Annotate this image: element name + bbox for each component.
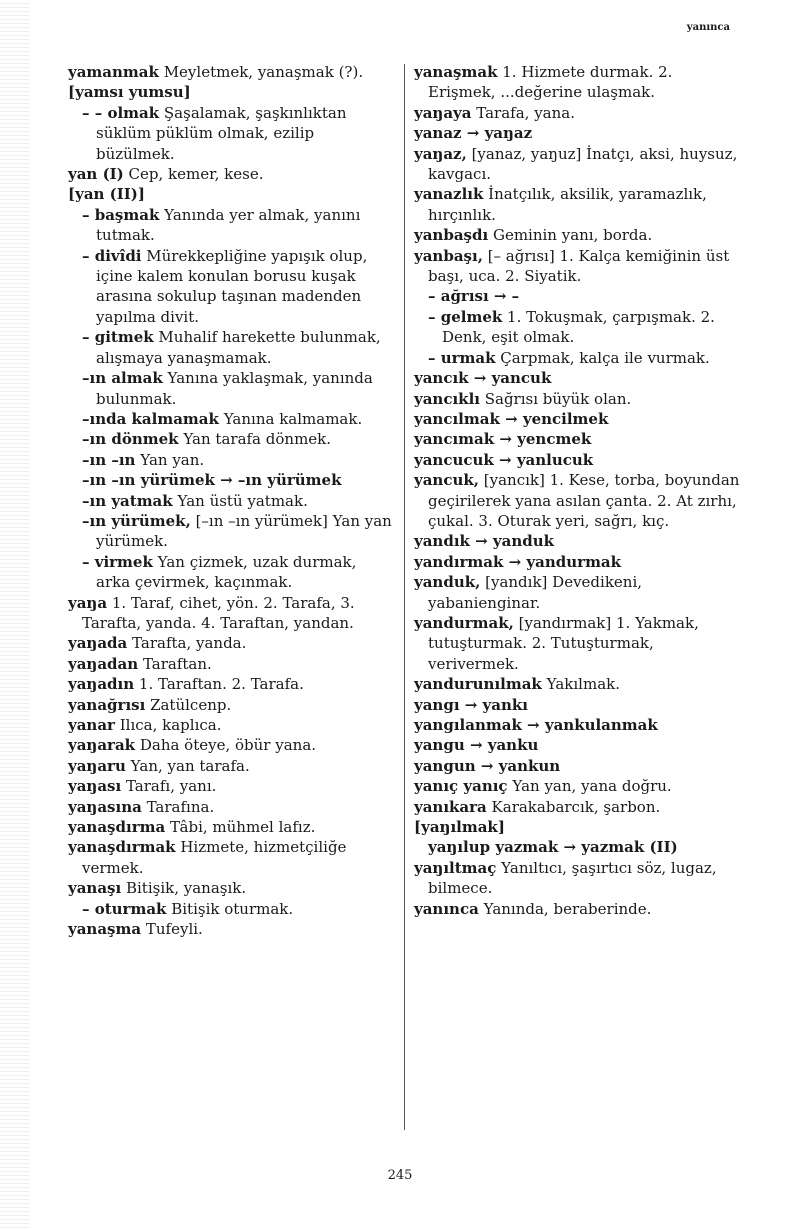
entry-definition: Çarpmak, kalça ile vurmak.: [495, 348, 710, 367]
dictionary-entry: [68, 899, 394, 919]
entry-headword: yaŋasına: [68, 797, 142, 816]
dictionary-entry: [414, 123, 744, 143]
dictionary-entry: [414, 674, 744, 694]
entry-headword: yaŋadın: [68, 675, 135, 694]
dictionary-entry: [414, 184, 744, 225]
dictionary-entry: [414, 735, 744, 755]
entry-definition: Yanında, beraberinde.: [478, 899, 652, 918]
dictionary-entry: [68, 756, 394, 776]
entry-definition: Yanına kalmamak.: [218, 409, 363, 428]
left-column: [68, 62, 394, 939]
entry-headword: –ın almak: [82, 369, 163, 388]
entry-definition: Tarafta, yanda.: [127, 634, 247, 653]
entry-definition: Muhalif harekette bulunmak, alışmaya yanaşmamak.: [96, 328, 381, 367]
dictionary-entry: [414, 756, 744, 776]
entry-definition: Daha öteye, öbür yana.: [135, 736, 317, 755]
entry-headword: yaŋa: [68, 593, 108, 612]
entry-headword: – virmek: [82, 552, 153, 571]
dictionary-entry: [414, 695, 744, 715]
entry-definition: Tufeyli.: [141, 920, 203, 939]
entry-headword: yaŋıltmaç: [414, 858, 497, 877]
dictionary-entry: [68, 205, 394, 246]
dictionary-entry: [414, 450, 744, 470]
dictionary-entry: [414, 552, 744, 572]
column-divider: [404, 64, 405, 1130]
entry-definition: Tarafına.: [141, 797, 215, 816]
dictionary-entry: [414, 858, 744, 899]
dictionary-entry: [414, 409, 744, 429]
dictionary-entry: [68, 593, 394, 634]
entry-headword: yanbaşı,: [414, 246, 483, 265]
entry-definition: Tâbi, mühmel lafız.: [165, 818, 316, 837]
entry-definition: Bitişik oturmak.: [166, 899, 294, 918]
entry-headword: – gelmek: [428, 307, 503, 326]
entry-definition: Yan, yan tarafa.: [125, 756, 250, 775]
dictionary-entry: [414, 470, 744, 531]
entry-headword: yancılmak → yencilmek: [414, 409, 609, 428]
entry-definition: Yan üstü yatmak.: [172, 491, 308, 510]
entry-headword: – urmak: [428, 348, 496, 367]
dictionary-entry: [68, 327, 394, 368]
dictionary-entry: [68, 62, 394, 82]
entry-headword: yanınca: [414, 899, 479, 918]
entry-headword: yandırmak → yandurmak: [414, 552, 622, 571]
dictionary-entry: [68, 878, 394, 898]
dictionary-entry: [414, 389, 744, 409]
entry-definition: 1. Taraftan. 2. Tarafa.: [134, 675, 304, 694]
dictionary-entry: [414, 613, 744, 674]
entry-headword: –ında kalmamak: [82, 409, 219, 428]
entry-definition: Mürekkepliğine yapışık olup, içine kalem konulan borusu kuşak arasına sokulup taşınan madenden yapılma divit.: [96, 246, 368, 326]
dictionary-entry: [68, 103, 394, 164]
entry-headword: yanar: [68, 716, 115, 734]
entry-headword: yandurmak,: [414, 613, 514, 632]
entry-headword: –ın yatmak: [82, 491, 173, 510]
dictionary-entry: [414, 837, 744, 857]
entry-definition: Şaşalamak, şaşkınlıktan süklüm püklüm olmak, ezilip büzülmek.: [96, 103, 347, 163]
dictionary-entry: [68, 776, 394, 796]
running-head: yanınca: [686, 22, 730, 33]
dictionary-entry: [68, 409, 394, 429]
dictionary-entry: [414, 246, 744, 287]
entry-definition: Tarafa, yana.: [471, 103, 575, 122]
entry-definition: Karakabarcık, şarbon.: [486, 797, 661, 816]
dictionary-entry: [414, 817, 744, 837]
entry-headword: – gitmek: [82, 328, 154, 347]
entry-headword: yancıklı: [414, 389, 480, 408]
entry-definition: [yanaz, yaŋuz] İnatçı, aksi, huysuz, kavgacı.: [428, 144, 738, 184]
entry-headword: yangu → yanku: [414, 736, 539, 755]
dictionary-entry: [414, 307, 744, 348]
entry-headword: yan (I): [68, 165, 124, 184]
dictionary-entry: [414, 62, 744, 103]
dictionary-entry: [68, 450, 394, 470]
entry-definition: Yan tarafa dönmek.: [178, 430, 332, 449]
entry-headword: [yan (II)]: [68, 185, 145, 204]
entry-headword: yanaşmak: [414, 63, 498, 81]
entry-headword: yanaşdırma: [68, 818, 166, 837]
entry-definition: Ilıca, kaplıca.: [114, 716, 222, 734]
entry-headword: yanbaşdı: [414, 226, 489, 245]
entry-headword: yanağrısı: [68, 695, 146, 714]
entry-definition: [– ağrısı] 1. Kalça kemiğinin üst başı, uca. 2. Siyatik.: [428, 246, 730, 286]
entry-headword: –ın –ın: [82, 450, 136, 469]
entry-definition: Yan yan.: [135, 450, 205, 469]
entry-headword: [yamsı yumsu]: [68, 83, 191, 102]
entry-headword: yancuk,: [414, 471, 479, 490]
entry-headword: – – olmak: [82, 103, 160, 122]
entry-headword: yandurunılmak: [414, 675, 542, 694]
entry-headword: – ağrısı → –: [428, 287, 520, 306]
entry-headword: – başmak: [82, 205, 160, 224]
dictionary-entry: [68, 184, 394, 204]
entry-definition: Yanında yer almak, yanını tutmak.: [96, 205, 361, 245]
entry-headword: yanıç yanıç: [414, 777, 508, 796]
entry-headword: yanduk,: [414, 573, 481, 592]
entry-headword: –ın dönmek: [82, 430, 179, 449]
entry-headword: yaŋaz,: [414, 144, 467, 163]
entry-definition: Zatülcenp.: [145, 695, 232, 714]
entry-headword: yangılanmak → yankulanmak: [414, 716, 658, 734]
dictionary-entry: [68, 429, 394, 449]
dictionary-entry: [68, 715, 394, 735]
dictionary-entry: [68, 797, 394, 817]
entry-definition: Yan yan, yana doğru.: [507, 777, 672, 796]
dictionary-entry: [414, 429, 744, 449]
entry-definition: Yanına yaklaşmak, yanında bulunmak.: [96, 369, 373, 408]
dictionary-entry: [414, 103, 744, 123]
entry-headword: yaŋadan: [68, 654, 139, 673]
scan-margin: [0, 0, 30, 1229]
dictionary-entry: [68, 511, 394, 552]
entry-definition: 1. Taraf, cihet, yön. 2. Tarafa, 3. Tarafta, yanda. 4. Taraftan, yandan.: [82, 593, 355, 632]
dictionary-entry: [68, 837, 394, 878]
entry-headword: –ın yürümek,: [82, 511, 191, 530]
dictionary-entry: [414, 797, 744, 817]
dictionary-entry: [68, 164, 394, 184]
entry-definition: Yan çizmek, uzak durmak, arka çevirmek, kaçınmak.: [96, 552, 357, 592]
dictionary-entry: [68, 674, 394, 694]
dictionary-entry: [414, 899, 744, 919]
dictionary-entry: [414, 144, 744, 185]
entry-definition: İnatçılık, aksilik, yaramazlık, hırçınlık.: [428, 185, 707, 224]
dictionary-entry: [414, 715, 744, 735]
dictionary-entry: [68, 695, 394, 715]
entry-definition: Sağrısı büyük olan.: [479, 389, 632, 408]
entry-definition: [–ın –ın yürümek] Yan yan yürümek.: [96, 511, 392, 551]
entry-headword: yaŋada: [68, 634, 128, 653]
entry-definition: Yakılmak.: [541, 675, 621, 694]
entry-definition: 1. Hizmete durmak. 2. Erişmek, ...değerine ulaşmak.: [428, 63, 673, 102]
dictionary-entry: [414, 531, 744, 551]
dictionary-entry: [68, 919, 394, 939]
entry-headword: yanaşma: [68, 920, 142, 939]
dictionary-entry: [68, 82, 394, 102]
dictionary-entry: [68, 491, 394, 511]
entry-definition: 1. Tokuşmak, çarpışmak. 2. Denk, eşit olmak.: [442, 307, 715, 347]
entry-definition: [yancık] 1. Kese, torba, boyundan geçirilerek yana asılan çanta. 2. At zırhı, çukal. 3. Oturak yeri, sağrı, kıç.: [428, 471, 740, 530]
dictionary-entry: [414, 776, 744, 796]
entry-headword: – divîdi: [82, 246, 142, 265]
entry-definition: Hizmete, hizmetçiliğe vermek.: [82, 838, 347, 877]
entry-definition: Cep, kemer, kese.: [123, 165, 264, 184]
entry-headword: yanazlık: [414, 185, 484, 204]
dictionary-entry: [414, 572, 744, 613]
entry-headword: yanaşı: [68, 879, 122, 898]
entry-headword: yamanmak: [68, 63, 159, 81]
entry-headword: yaŋaya: [414, 103, 472, 122]
dictionary-entry: [414, 368, 744, 388]
dictionary-entry: [68, 633, 394, 653]
entry-headword: yanıkara: [414, 797, 487, 816]
dictionary-entry: [414, 348, 744, 368]
entry-definition: Taraftan.: [138, 654, 212, 673]
dictionary-entry: [68, 552, 394, 593]
dictionary-entry: [68, 735, 394, 755]
entry-headword: yaŋılup yazmak → yazmak (II): [428, 838, 678, 857]
dictionary-entry: [414, 225, 744, 245]
entry-headword: – oturmak: [82, 899, 167, 918]
entry-definition: Yanıltıcı, şaşırtıcı söz, lugaz, bilmece.: [428, 858, 717, 898]
entry-headword: yaŋarak: [68, 736, 136, 755]
entry-headword: yaŋaru: [68, 756, 126, 775]
entry-headword: yancımak → yencmek: [414, 430, 592, 449]
entry-headword: yanaşdırmak: [68, 838, 176, 857]
entry-headword: yaŋası: [68, 777, 122, 796]
entry-headword: yanaz → yaŋaz: [414, 124, 533, 143]
entry-definition: Tarafı, yanı.: [121, 777, 217, 796]
entry-headword: [yaŋılmak]: [414, 818, 505, 837]
dictionary-entry: [68, 470, 394, 490]
dictionary-entry: [68, 817, 394, 837]
entry-definition: [yandık] Devedikeni, yabanienginar.: [428, 573, 643, 612]
dictionary-entry: [68, 246, 394, 328]
entry-definition: [yandırmak] 1. Yakmak, tutuşturmak. 2. Tutuşturmak, verivermek.: [428, 613, 699, 673]
entry-headword: yangun → yankun: [414, 756, 561, 775]
entry-definition: Meyletmek, yanaşmak (?).: [158, 63, 364, 81]
entry-headword: yandık → yanduk: [414, 532, 555, 551]
entry-headword: –ın –ın yürümek → –ın yürümek: [82, 471, 342, 490]
entry-definition: Bitişik, yanaşık.: [121, 879, 247, 898]
entry-definition: Geminin yanı, borda.: [488, 226, 653, 245]
page-number: 245: [387, 1168, 413, 1183]
entry-headword: yancık → yancuk: [414, 369, 552, 388]
right-column: [414, 62, 744, 919]
dictionary-entry: [68, 368, 394, 409]
dictionary-entry: [68, 654, 394, 674]
entry-headword: yancucuk → yanlucuk: [414, 450, 594, 469]
dictionary-entry: [414, 286, 744, 306]
entry-headword: yangı → yankı: [414, 695, 528, 714]
